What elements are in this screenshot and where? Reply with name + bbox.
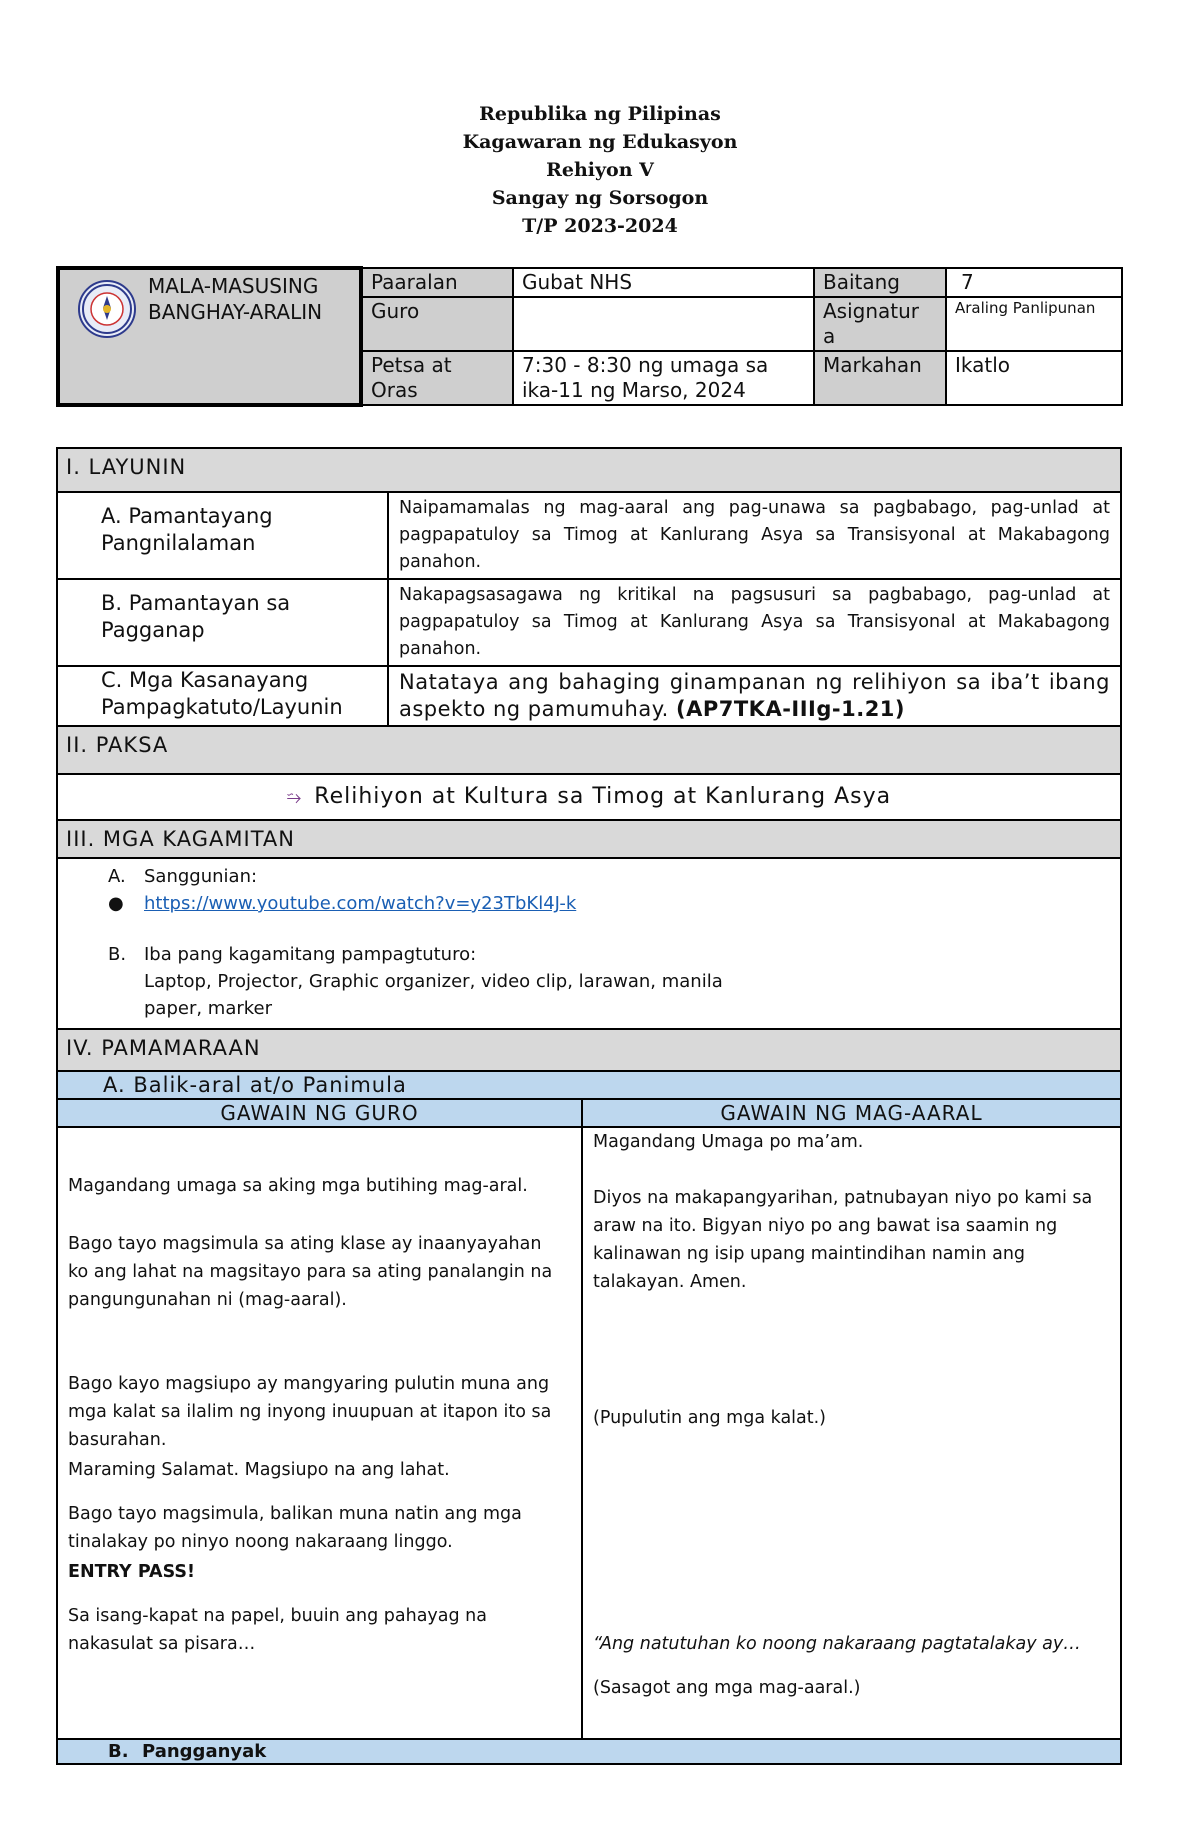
pangganyak-label: Pangganyak bbox=[142, 1741, 267, 1762]
paksa-title: Relihiyon at Kultura sa Timog at Kanlurang Asya bbox=[314, 784, 892, 809]
paksa-title-row bbox=[57, 774, 1121, 820]
kagamitan-b-text: Laptop, Projector, Graphic organizer, video clip, larawan, manila paper, marker bbox=[144, 971, 723, 1019]
col-magaaral-heading: GAWAIN NG MAG-AARAL bbox=[582, 1099, 1121, 1127]
pangganyak-heading bbox=[57, 1739, 1121, 1764]
baitang-label: Baitang bbox=[814, 268, 946, 297]
markahan-label: Markahan bbox=[814, 351, 946, 405]
guro-value bbox=[513, 297, 814, 351]
paaralan-label: Paaralan bbox=[361, 268, 513, 297]
layunin-a-text: Naipamamalas ng mag-aaral ang pag-unawa sa pagbabago, pag-unlad at pagpapatuloy sa Timog at Kanlurang Asya sa Transisyonal at Makabagong panahon. bbox=[388, 492, 1121, 579]
section-kagamitan-heading: III. MGA KAGAMITAN bbox=[57, 820, 1121, 858]
kagamitan-b-label: Iba pang kagamitang pampagtuturo: bbox=[144, 944, 477, 965]
lesson-plan-table bbox=[56, 447, 1122, 1765]
guro-label: Guro bbox=[361, 297, 513, 351]
guro-review: Bago tayo magsimula, balikan muna natin ang mga tinalakay po ninyo noong nakaraang linggo. bbox=[68, 1504, 522, 1552]
header-republic: Republika ng Pilipinas bbox=[479, 103, 721, 125]
petsa-label: Petsa at Oras bbox=[361, 351, 513, 405]
asignatura-value: Araling Panlipunan bbox=[946, 297, 1122, 351]
kagamitan-a-label: Sanggunian: bbox=[144, 866, 258, 887]
plan-title: MALA-MASUSING BANGHAY-ARALIN bbox=[148, 274, 323, 324]
header-region: Rehiyon V bbox=[546, 159, 654, 181]
layunin-c-label-text: C. Mga Kasanayang Pampagkatuto/Layunin bbox=[101, 668, 343, 719]
guro-entry-pass: ENTRY PASS! bbox=[68, 1562, 195, 1582]
guro-instruction: Sa isang-kapat na papel, buuin ang pahayag na nakasulat sa pisara… bbox=[68, 1606, 488, 1654]
markahan-value: Ikatlo bbox=[946, 351, 1122, 405]
guro-greeting: Magandang umaga sa aking mga butihing mag-aral. bbox=[68, 1176, 528, 1196]
kagamitan-a-key: A. bbox=[108, 866, 126, 887]
layunin-a-label-text: A. Pamantayang Pangnilalaman bbox=[101, 504, 273, 555]
lesson-info-table bbox=[56, 266, 1123, 407]
header-department: Kagawaran ng Edukasyon bbox=[462, 131, 738, 153]
plan-title-cell bbox=[58, 268, 361, 405]
layunin-c-code: (AP7TKA-IIIg-1.21) bbox=[676, 697, 906, 721]
magaaral-cleanup: (Pupulutin ang mga kalat.) bbox=[593, 1408, 827, 1428]
sanggunian-link[interactable]: https://www.youtube.com/watch?v=y23TbKl4J-k bbox=[144, 893, 577, 914]
kagamitan-content bbox=[57, 858, 1121, 1029]
link-bullet-icon: ● bbox=[108, 893, 124, 914]
guro-cleanup: Bago kayo magsiupo ay mangyaring pulutin muna ang mga kalat sa ilalim ng inyong inuupuan at itapon ito sa basurahan. bbox=[68, 1374, 552, 1450]
petsa-value: 7:30 - 8:30 ng umaga sa ika-11 ng Marso, 2024 bbox=[513, 351, 814, 405]
layunin-b-text: Nakapagsasagawa ng kritikal na pagsusuri sa pagbabago, pag-unlad at pagpapatuloy sa Timog at Kanlurang Asya sa Transisyonal at Makabagong panahon. bbox=[388, 579, 1121, 666]
magaaral-entry-answer: “Ang natutuhan ko noong nakaraang pagtatalakay ay… bbox=[593, 1634, 1081, 1654]
header-division: Sangay ng Sorsogon bbox=[491, 187, 709, 209]
layunin-b-label bbox=[57, 579, 388, 666]
section-layunin-heading: I. LAYUNIN bbox=[57, 448, 1121, 492]
layunin-a-label bbox=[57, 492, 388, 579]
guro-thanks: Maraming Salamat. Magsiupo na ang lahat. bbox=[68, 1460, 450, 1480]
magaaral-greeting: Magandang Umaga po ma’am. bbox=[593, 1132, 864, 1152]
deped-seal-icon bbox=[78, 280, 136, 338]
layunin-c-competency: Natataya ang bahaging ginampanan ng relihiyon sa iba’t ibang aspekto ng pamumuhay. bbox=[399, 670, 1110, 721]
layunin-c-label bbox=[57, 666, 388, 726]
kagamitan-b-key: B. bbox=[108, 944, 127, 965]
guro-activities bbox=[57, 1127, 582, 1739]
guro-prayer-invite: Bago tayo magsimula sa ating klase ay inaanyayahan ko ang lahat na magsitayo para sa ating panalangin na pangungunahan ni (mag-aaral). bbox=[68, 1234, 553, 1310]
paaralan-value: Gubat NHS bbox=[513, 268, 814, 297]
col-guro-heading: GAWAIN NG GURO bbox=[57, 1099, 582, 1127]
layunin-c-text bbox=[388, 666, 1121, 726]
pangganyak-key: B. bbox=[108, 1741, 129, 1762]
magaaral-response: (Sasagot ang mga mag-aaral.) bbox=[593, 1678, 861, 1698]
section-paksa-heading: II. PAKSA bbox=[57, 726, 1121, 774]
asignatura-label: Asignatur a bbox=[814, 297, 946, 351]
magaaral-prayer: Diyos na makapangyarihan, patnubayan niyo po kami sa araw na ito. Bigyan niyo po ang bawat isa saamin ng kalinawan ng isip upang maintindihan namin ang talakayan. Amen. bbox=[593, 1188, 1093, 1292]
document-header bbox=[0, 100, 1200, 240]
header-school-year: T/P 2023-2024 bbox=[522, 215, 678, 237]
magaaral-activities bbox=[582, 1127, 1121, 1739]
balik-aral-heading: A. Balik-aral at/o Panimula bbox=[57, 1071, 1121, 1099]
arrow-bullet-icon: ⭇ bbox=[286, 787, 303, 808]
section-pamamaraan-heading: IV. PAMAMARAAN bbox=[57, 1029, 1121, 1071]
layunin-b-label-text: B. Pamantayan sa Pagganap bbox=[101, 591, 291, 642]
baitang-value: 7 bbox=[946, 268, 1122, 297]
